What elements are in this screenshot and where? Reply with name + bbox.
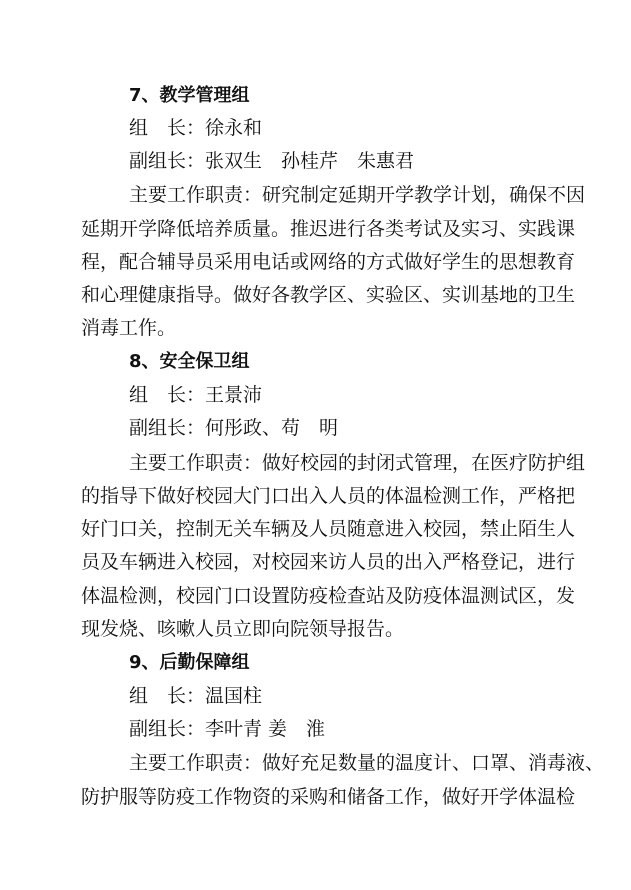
duty-line: 延期开学降低培养质量。推迟进行各类考试及实习、实践课 bbox=[81, 218, 576, 240]
duty-line: 主要工作职责：做好校园的封闭式管理，在医疗防护组 bbox=[129, 452, 586, 474]
duty-line: 和心理健康指导。做好各教学区、实验区、实训基地的卫生 bbox=[81, 284, 576, 306]
deputy-leaders: 副组长：何彤政、苟 明 bbox=[129, 417, 339, 439]
duty-line: 体温检测，校园门口设置防疫检查站及防疫体温测试区，发 bbox=[81, 585, 576, 607]
duty-line: 员及车辆进入校园，对校园来访人员的出入严格登记，进行 bbox=[81, 551, 576, 573]
duty-line: 的指导下做好校园大门口出入人员的体温检测工作，严格把 bbox=[81, 485, 576, 507]
deputy-leaders: 副组长：张双生 孙桂芹 朱惠君 bbox=[129, 150, 415, 172]
section-heading: 9、后勤保障组 bbox=[129, 652, 250, 673]
duty-line: 防护服等防疫工作物资的采购和储备工作，做好开学体温检 bbox=[81, 786, 576, 808]
group-leader: 组 长：徐永和 bbox=[129, 117, 263, 139]
duty-line: 好门口关，控制无关车辆及人员随意进入校园，禁止陌生人 bbox=[81, 518, 576, 540]
group-leader: 组 长：温国柱 bbox=[129, 685, 263, 707]
group-leader: 组 长：王景沛 bbox=[129, 384, 263, 406]
duty-line: 消毒工作。 bbox=[81, 317, 177, 339]
deputy-leaders: 副组长：李叶青 姜 淮 bbox=[129, 718, 326, 740]
section-heading: 7、教学管理组 bbox=[129, 85, 250, 106]
duty-line: 现发烧、咳嗽人员立即向院领导报告。 bbox=[81, 618, 405, 640]
section-heading: 8、安全保卫组 bbox=[129, 351, 250, 372]
duty-line: 程，配合辅导员采用电话或网络的方式做好学生的思想教育 bbox=[81, 251, 576, 273]
duty-line: 主要工作职责：做好充足数量的温度计、口罩、消毒液、 bbox=[129, 752, 605, 774]
duty-line: 主要工作职责：研究制定延期开学教学计划，确保不因 bbox=[129, 184, 586, 206]
